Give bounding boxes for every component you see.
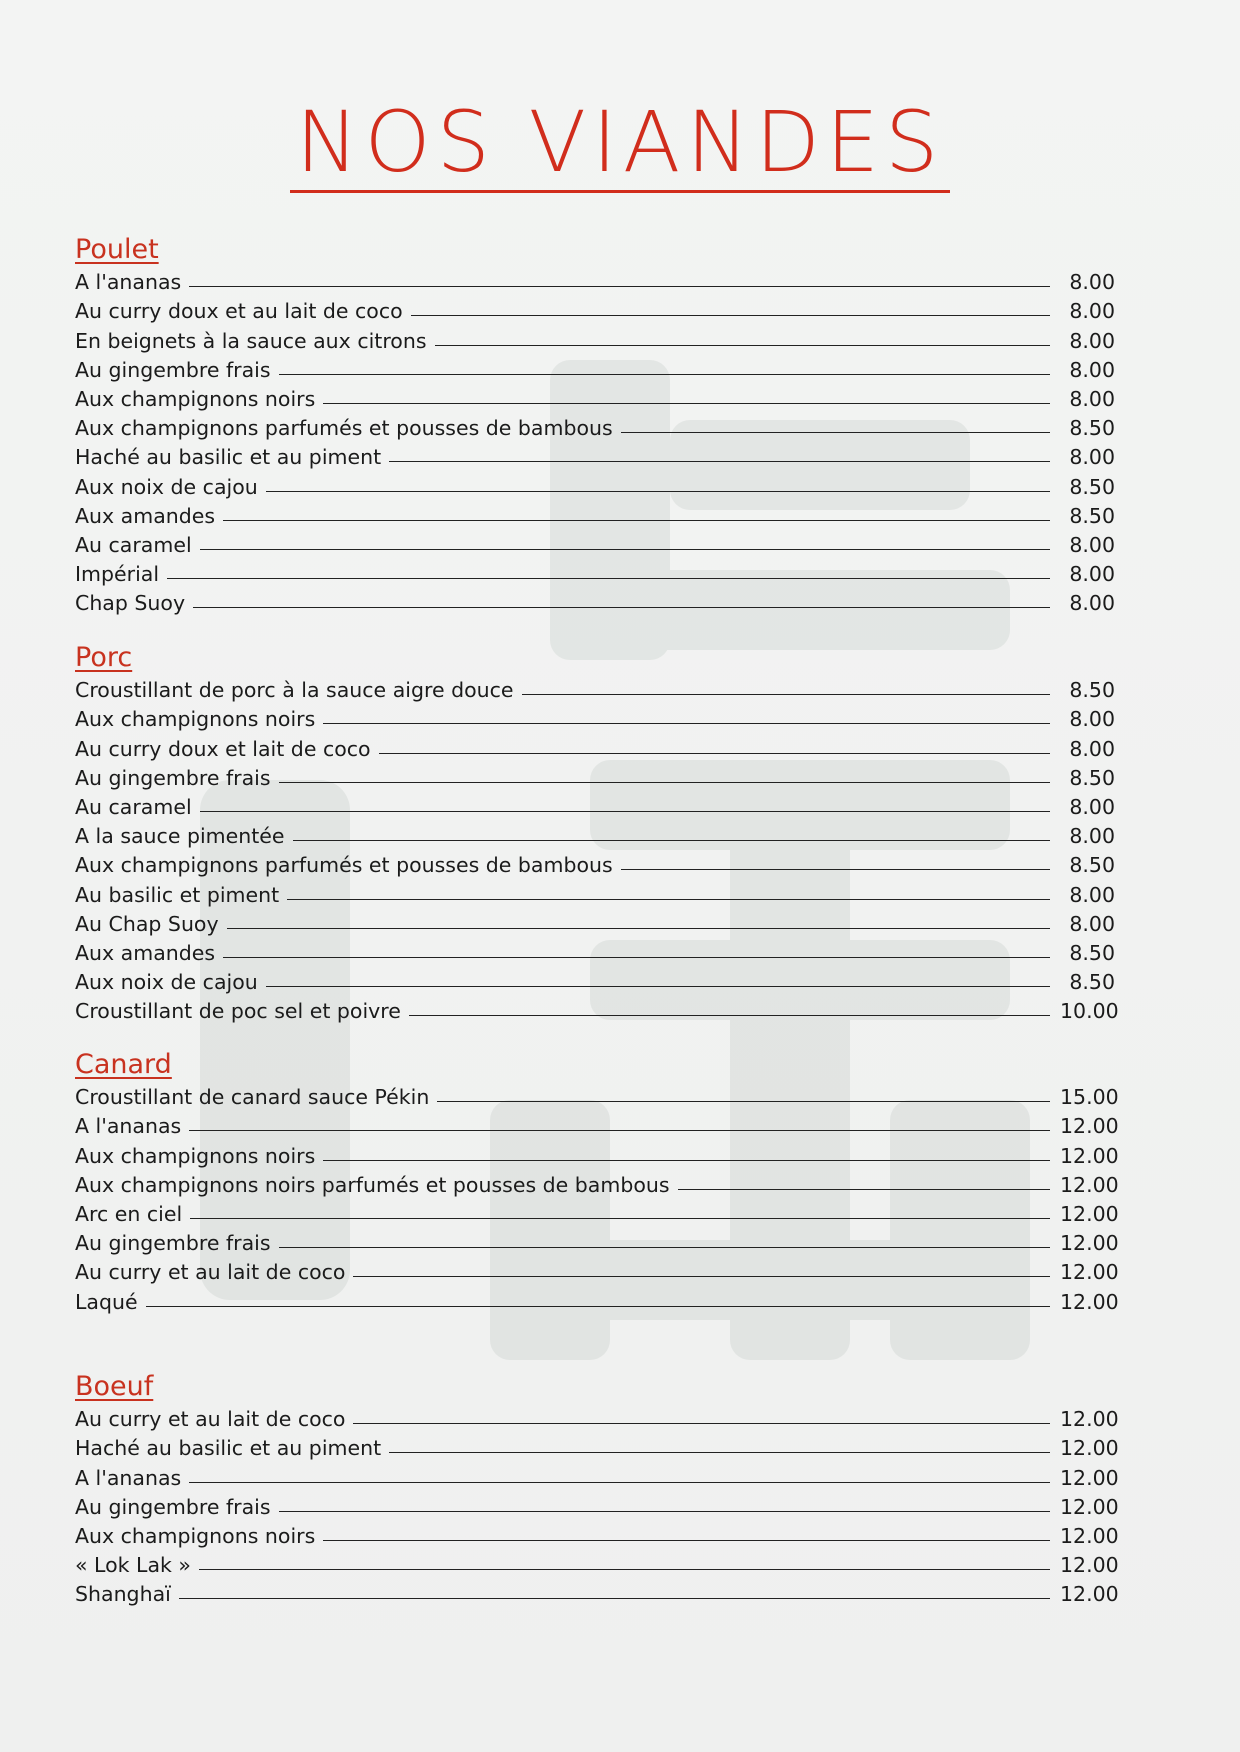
section-title: Canard: [75, 1049, 172, 1080]
menu-item-name: Au curry et au lait de coco: [75, 1260, 346, 1285]
menu-item-price: 12.00: [1060, 1494, 1119, 1519]
menu-item-name: Aux champignons noirs parfumés et pousses de bambous: [75, 1172, 670, 1197]
menu-item-price: 8.00: [1069, 911, 1115, 936]
menu-item-price: 8.00: [1069, 445, 1115, 470]
menu-item-name: En beignets à la sauce aux citrons: [75, 328, 427, 353]
menu-item-name: « Lok Lak »: [75, 1553, 191, 1578]
menu-item-name: Arc en ciel: [75, 1201, 183, 1226]
menu-item-name: Aux champignons parfumés et pousses de bambous: [75, 853, 613, 878]
menu-item: [75, 965, 1115, 994]
menu-item: [75, 1284, 1119, 1314]
menu-item-price: 8.00: [1069, 532, 1115, 557]
menu-item-price: 12.00: [1060, 1201, 1119, 1226]
leader-line: [409, 1015, 1050, 1016]
leader-line: [279, 374, 1050, 375]
section-title: Poulet: [75, 234, 159, 265]
leader-line: [411, 315, 1050, 316]
leader-line: [323, 403, 1050, 404]
leader-line: [193, 607, 1050, 608]
menu-item-name: Aux champignons noirs: [75, 1523, 316, 1548]
leader-line: [227, 928, 1050, 929]
leader-line: [189, 286, 1050, 287]
menu-item-name: Aux noix de cajou: [75, 970, 258, 995]
menu-item-name: Aux champignons parfumés et pousses de bambous: [75, 416, 613, 441]
menu-item-name: Au gingembre frais: [75, 1494, 271, 1519]
menu-item: [75, 353, 1115, 382]
menu-item-name: Au curry doux et au lait de coco: [75, 299, 403, 324]
menu-item-price: 8.50: [1069, 416, 1115, 441]
menu-item-name: Aux champignons noirs: [75, 1143, 316, 1168]
menu-item-price: 8.50: [1069, 474, 1115, 499]
menu-item-name: Au caramel: [75, 794, 192, 819]
menu-item-price: 8.00: [1069, 562, 1115, 587]
menu-item-name: Aux champignons noirs: [75, 386, 316, 411]
leader-line: [266, 491, 1050, 492]
menu-item: [75, 877, 1115, 906]
menu-item-name: A l'ananas: [75, 1465, 182, 1490]
menu-item-name: Au gingembre frais: [75, 765, 271, 790]
menu-item: [75, 848, 1115, 877]
menu-item-price: 8.00: [1069, 270, 1115, 295]
menu-item-price: 8.00: [1069, 736, 1115, 761]
leader-line: [287, 899, 1050, 900]
leader-line: [379, 753, 1050, 754]
leader-line: [200, 549, 1050, 550]
section-poulet: [75, 235, 1115, 615]
menu-item-price: 12.00: [1060, 1523, 1119, 1548]
menu-item-name: A l'ananas: [75, 1114, 182, 1139]
menu-item-name: Au gingembre frais: [75, 1231, 271, 1256]
menu-item-price: 12.00: [1060, 1231, 1119, 1256]
menu-item: [75, 1255, 1119, 1285]
menu-item: [75, 673, 1115, 702]
menu-item-price: 8.50: [1069, 853, 1115, 878]
menu-item: [75, 731, 1115, 760]
menu-item-price: 8.00: [1069, 357, 1115, 382]
section-title: Porc: [75, 642, 133, 673]
menu-item: [75, 528, 1115, 557]
menu-item-price: 8.00: [1069, 794, 1115, 819]
menu-item-name: Au curry et au lait de coco: [75, 1407, 346, 1432]
leader-line: [389, 1452, 1050, 1453]
leader-line: [621, 432, 1050, 433]
menu-item: [75, 586, 1115, 615]
menu-item-price: 8.00: [1069, 386, 1115, 411]
menu-item: [75, 265, 1115, 294]
menu-item-price: 8.50: [1069, 503, 1115, 528]
menu-item-price: 15.00: [1060, 1085, 1119, 1110]
leader-line: [167, 578, 1050, 579]
menu-item-name: Haché au basilic et au piment: [75, 1436, 382, 1461]
menu-item: [75, 1109, 1119, 1139]
menu-item: [75, 936, 1115, 965]
menu-item-name: Haché au basilic et au piment: [75, 445, 382, 470]
menu-item-name: Aux noix de cajou: [75, 474, 258, 499]
leader-line: [279, 782, 1050, 783]
menu-item: [75, 702, 1115, 731]
menu-item-name: Chap Suoy: [75, 591, 186, 616]
menu-item-price: 12.00: [1060, 1289, 1119, 1314]
section-title: Boeuf: [75, 1371, 154, 1402]
leader-line: [223, 520, 1050, 521]
menu-item: [75, 1138, 1119, 1168]
leader-line: [279, 1511, 1050, 1512]
leader-line: [223, 957, 1050, 958]
menu-item-price: 12.00: [1060, 1407, 1119, 1432]
menu-item-name: Impérial: [75, 562, 160, 587]
menu-item: [75, 1080, 1119, 1110]
menu-item-name: Croustillant de poc sel et poivre: [75, 999, 401, 1024]
menu-item: [75, 411, 1115, 440]
leader-line: [189, 1130, 1050, 1131]
leader-line: [323, 1540, 1050, 1541]
menu-item-price: 8.50: [1069, 970, 1115, 995]
menu-item: [75, 1548, 1119, 1578]
menu-item: [75, 382, 1115, 411]
menu-item-name: Au basilic et piment: [75, 882, 280, 907]
leader-line: [437, 1101, 1050, 1102]
menu-item: [75, 1197, 1119, 1226]
section-canard: [75, 1049, 1119, 1314]
menu-item-price: 8.50: [1069, 678, 1115, 703]
menu-item-name: Aux amandes: [75, 940, 216, 965]
leader-line: [435, 345, 1050, 346]
menu-item: [75, 294, 1115, 323]
menu-item-name: Aux amandes: [75, 503, 216, 528]
leader-line: [190, 1218, 1050, 1219]
menu-item: [75, 1490, 1119, 1519]
menu-item: [75, 761, 1115, 790]
menu-item: [75, 790, 1115, 819]
menu-item: [75, 1226, 1119, 1256]
menu-item-name: Croustillant de porc à la sauce aigre douce: [75, 678, 514, 703]
leader-line: [179, 1598, 1050, 1599]
menu-item-price: 8.50: [1069, 765, 1115, 790]
leader-line: [279, 1247, 1050, 1248]
menu-item: [75, 819, 1115, 848]
section-porc: [75, 642, 1119, 1024]
menu-item-name: Aux champignons noirs: [75, 707, 316, 732]
menu-item-price: 8.00: [1069, 328, 1115, 353]
menu-item: [75, 440, 1115, 469]
menu-item-name: Au curry doux et lait de coco: [75, 736, 371, 761]
menu-item-name: Au gingembre frais: [75, 357, 271, 382]
menu-item-price: 12.00: [1060, 1436, 1119, 1461]
leader-line: [199, 1569, 1050, 1570]
menu-item-price: 8.00: [1069, 824, 1115, 849]
menu-item-price: 8.50: [1069, 940, 1115, 965]
menu-item-price: 12.00: [1060, 1260, 1119, 1285]
menu-item-price: 12.00: [1060, 1172, 1119, 1197]
menu-item: [75, 907, 1115, 936]
menu-item: [75, 1519, 1119, 1548]
menu-item-name: Au Chap Suoy: [75, 911, 219, 936]
leader-line: [200, 811, 1050, 812]
leader-line: [353, 1276, 1050, 1277]
menu-item-price: 12.00: [1060, 1114, 1119, 1139]
menu-item: [75, 1460, 1119, 1490]
menu-item-price: 8.00: [1069, 299, 1115, 324]
menu-item-price: 12.00: [1060, 1553, 1119, 1578]
menu-item-name: Shanghaï: [75, 1582, 171, 1607]
menu-item: [75, 1577, 1119, 1607]
leader-line: [266, 986, 1050, 987]
menu-item-price: 12.00: [1060, 1143, 1119, 1168]
menu-item: [75, 1168, 1119, 1197]
leader-line: [353, 1423, 1050, 1424]
leader-line: [323, 723, 1050, 724]
leader-line: [522, 694, 1051, 695]
leader-line: [146, 1306, 1050, 1307]
menu-item: [75, 1431, 1119, 1461]
menu-item: [75, 557, 1115, 586]
leader-line: [389, 461, 1050, 462]
menu-item: [75, 1402, 1119, 1432]
menu-item-price: 12.00: [1060, 1582, 1119, 1607]
menu-item-name: Croustillant de canard sauce Pékin: [75, 1085, 430, 1110]
menu-item-name: A l'ananas: [75, 270, 182, 295]
leader-line: [323, 1160, 1050, 1161]
menu-item: [75, 994, 1119, 1024]
menu-item: [75, 469, 1115, 498]
leader-line: [678, 1189, 1050, 1190]
menu-item: [75, 499, 1115, 528]
menu-item-name: Au caramel: [75, 532, 192, 557]
section-boeuf: [75, 1371, 1119, 1607]
menu-item-price: 8.00: [1069, 707, 1115, 732]
menu-item-price: 8.00: [1069, 591, 1115, 616]
leader-line: [293, 840, 1051, 841]
menu-item: [75, 323, 1115, 352]
page-title: NOS VIANDES: [0, 100, 1240, 193]
leader-line: [189, 1482, 1050, 1483]
menu-item-name: Laqué: [75, 1289, 138, 1314]
menu-item-price: 10.00: [1060, 999, 1119, 1024]
leader-line: [621, 869, 1050, 870]
menu-item-price: 8.00: [1069, 882, 1115, 907]
menu-item-price: 12.00: [1060, 1465, 1119, 1490]
menu-item-name: A la sauce pimentée: [75, 824, 285, 849]
